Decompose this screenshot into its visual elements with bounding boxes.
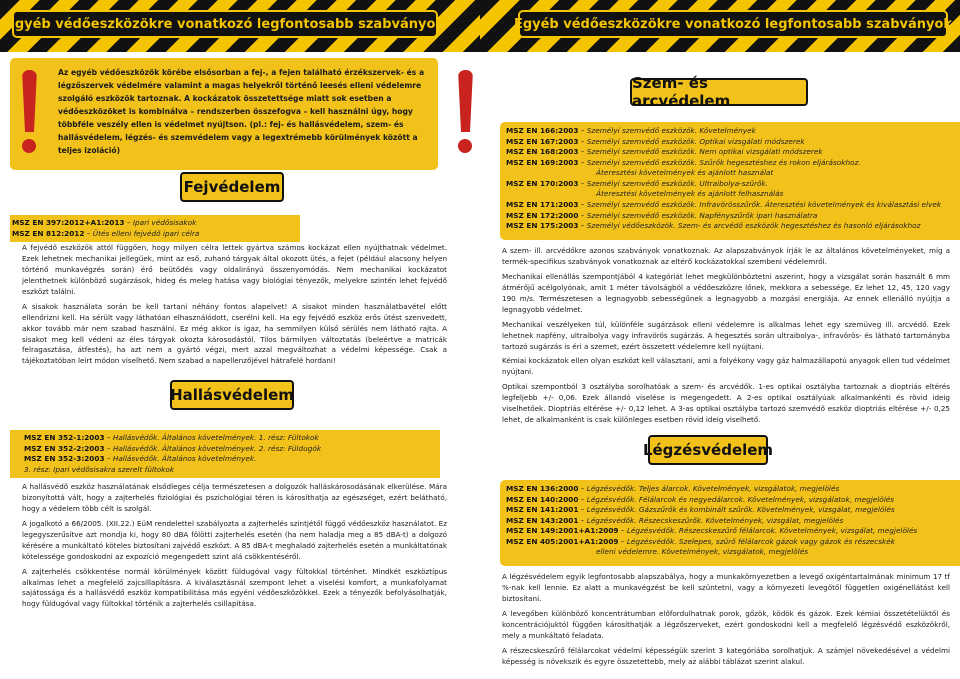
standard-code: MSZ EN 171:2003 xyxy=(506,200,579,210)
standard-line: MSZ EN 169:2003 – Személyi szemvédő eszközök. Szűrők hegesztéshez és rokon eljárásokhoz. xyxy=(506,157,861,167)
standard-description: Személyi szemvédő eszközök. Ultraibolya-szűrők. xyxy=(586,178,768,188)
standard-line: MSZ EN 172:2000 – Személyi szemvédő eszközök. Napfényszűrők ipari használatra xyxy=(506,210,818,220)
paragraph: A részecskeszűrő félálarcokat védelmi képességük szerint 3 kategóriába sorolhatjuk. A számjel növekedésével a védelmi képesség is növekszik és egyre összetettebb, mely az alábbi táblázat szerint alakul. xyxy=(502,645,950,666)
paragraph: A jogalkotó a 66/2005. (XII.22.) EüM rendelettel szabályozta a zajterhelés szintjétől függő védőeszköz használatot. Ez legegyszerűsítve azt mondja ki, hogy 80 dBA fölötti zajterhelés esetén (ha nem haladja meg a 85 dBA-t) a dolgozó kérésére a munkáltató köteles biztosítani zajvédő eszközt. A 85 dBA-t meghaladó zajterhelés esetén a munkáltatónak kötelessége gondoskodni az expozíció megengedett szint alá csökkentéséről. xyxy=(22,518,447,561)
standard-line xyxy=(24,465,426,476)
standard-line: MSZ EN 405:2001+A1:2009 – Légzésvédők. Szelepes, szűrő félálarcok gázok vagy gázok és részecskék xyxy=(506,536,895,546)
standard-line: MSZ EN 168:2003 – Személyi szemvédő eszközök. Nem optikai vizsgálati módszerek xyxy=(506,147,823,157)
standard-description: Személyi szemvédő eszközök. Infravörösszűrők. Áteresztési követelmények és kiválasztási elvek xyxy=(586,200,942,210)
standard-line: MSZ EN 171:2003 – Személyi szemvédő eszközök. Infravörösszűrők. Áteresztési követelmények és kiválasztási elvek xyxy=(506,200,942,210)
standard-description: Személyi szemvédő eszközök. Követelmények xyxy=(586,126,756,135)
standard-line xyxy=(506,189,956,200)
standard-code: MSZ EN 172:2000 xyxy=(506,210,579,220)
section-title-respiratory: Légzésvédelem xyxy=(648,435,768,465)
standard-description: Hallásvédők. Általános követelmények. 2. rész: Füldugók xyxy=(112,443,322,453)
section-title-eye: Szem- és arcvédelem xyxy=(630,78,808,106)
standard-code: MSZ EN 352-1:2003 xyxy=(24,433,105,442)
standard-description: Légzésvédők. Szelepes, szűrő félálarcok gázok vagy gázok és részecskék xyxy=(626,536,895,546)
paragraph: A légzésvédelem egyik legfontosabb alapszabálya, hogy a munkakörnyezetben a levegő oxigéntartalmának minimum 17 tf %-nak kell lennie. Ez alatt a munkavégzést be kell szüntetni, vagy a környezeti levegőtől független oxigénellátást kell biztosítani. xyxy=(502,572,950,603)
paragraph: Optikai szempontból 3 osztályba sorolhatóak a szem- és arcvédők. 1-es optikai osztályba tartoznak a dioptriás eltérés legfeljebb +/- 0,06. Ezek állandó viselése is megengedett. A 2-es optikai osztályúak alkalmankénti és rövid ideig viselhetőek. Dioptriás eltérése +/- 0,12 lehet. A 3-as optikai osztályba tartozó szemvédő eszköz dioptriás eltérése +/- 0,25 lehet, de alkalmanként is csak különleges esetben rövid ideig viselhető. xyxy=(502,382,950,425)
standard-description: Személyi szemvédő eszközök. Nem optikai vizsgálati módszerek xyxy=(586,147,823,157)
standard-code: MSZ EN 175:2003 xyxy=(506,221,579,231)
standard-code: MSZ EN 169:2003 xyxy=(506,157,579,167)
section-title-hearing: Hallásvédelem xyxy=(170,380,294,410)
paragraph: Kémiai kockázatok ellen olyan eszközt kell választani, ami a folyékony vagy gáz halmazállapotú anyagok ellen tud védelmet nyújtani. xyxy=(502,356,950,377)
paragraph: A sisakok használata során be kell tartani néhány fontos alapelvet! A sisakot minden használatbavétel előtt ellenőrizni kell. Ha sérült vagy láthatóan elhasználódott, cserélni kell. Ha egy fejvédő eszköz erős ütést szenvedett, akkor tovább már nem szabad használni. Ez még akkor is igaz, ha semmilyen külső sérülés nem látható rajta. A sisakot meg kell védeni az éles tárgyak okozta károsodástól. Tilos bármilyen változtatás (beleértve a matricák felragasztása, átfestés), ha azt nem a gyártó végzi, mert azzal megváltozhat a védelmi képessége. Csak a tájékoztatóban leírt módon viselhető. Nem szabad a napellenzőjével hátrafelé hordani! xyxy=(22,301,447,366)
standard-line xyxy=(506,168,956,179)
standard-code: MSZ EN 136:2000 xyxy=(506,484,579,493)
standard-description: Légzésvédők. Részecskeszűrők. Követelmények, vizsgálat, megjelölés xyxy=(586,515,844,525)
paragraph: A levegőben különböző koncentrátumban előfordulhatnak porok, gőzök, ködök és gázok. Ezek kémiai összetételüktől és koncentrációjuktól függően károsíthatják a légzőszerveket, ezért gondoskodni kell a megfelelő légzésvédő eszközökről, mely a munkáltató feladata. xyxy=(502,608,950,640)
standard-code: MSZ EN 812:2012 xyxy=(12,228,85,238)
intro-warning-box xyxy=(10,58,438,170)
standard-code: MSZ EN 143:2001 xyxy=(506,515,579,525)
standard-description: Ipari védősisakok xyxy=(132,218,197,227)
eye-text xyxy=(502,246,950,430)
standard-line: MSZ EN 397:2012+A1:2013 – Ipari védősisakok xyxy=(12,218,197,227)
standard-line: MSZ EN 812:2012 – Ütés elleni fejvédő ipari célra xyxy=(12,228,200,238)
standard-line: MSZ EN 166:2003 – Személyi szemvédő eszközök. Követelmények xyxy=(506,126,756,135)
standard-code: MSZ EN 149:2001+A1:2009 xyxy=(506,526,619,536)
paragraph: Mechanikai veszélyeken túl, különféle sugárzások elleni védelemre is alkalmas lehet egy szemüveg ill. arcvédő. Ezek lehetnek napfény, ultraibolya vagy infravörös sugárzás. A hegesztés során ultraibolya-, infravörös- és látható tartományba tartozó sugárzás is éri a szemet, ezért összetett védelemre kell nyújtani. xyxy=(502,319,950,351)
standard-line: MSZ EN 170:2003 – Személyi szemvédő eszközök. Ultraibolya-szűrők. xyxy=(506,178,768,188)
standard-description: Személyi szemvédő eszközök. Szűrők hegesztéshez és rokon eljárásokhoz. xyxy=(586,157,861,167)
page-header: Egyéb védőeszközökre vonatkozó legfontosabb szabványok xyxy=(518,10,948,38)
standard-line: MSZ EN 136:2000 – Légzésvédők. Teljes álarcok. Követelmények, vizsgálatok, megjelölés xyxy=(506,484,840,493)
standard-description: Hallásvédők. Általános követelmények. xyxy=(112,454,257,464)
standard-description: 3. rész: Ipari védősisakra szerelt fültokok xyxy=(24,464,175,474)
standard-code: MSZ EN 170:2003 xyxy=(506,178,579,188)
standard-code: MSZ EN 168:2003 xyxy=(506,147,579,157)
intro-text: Az egyéb védőeszközök körébe elsősorban a fej-, a fejen található érzékszervek- és a légzőszervek védelmére valamint a magas helyekről történő leesés elleni védelemre szolgáló eszközök tartoznak. A kockázatok összetettsége miatt sok esetben a védőeszközöket is kombinálva – rendszerben összefogva – kell használni úgy, hogy többféle veszély ellen is védelmet nyújtson. (pl.: fej- és hallásvédelem, szem- és hallásvédelem, légzés- és szemvédelem vagy a legextrémebb körülmények között a teljes izoláció) xyxy=(58,68,425,156)
standard-code: MSZ EN 166:2003 xyxy=(506,126,579,135)
standard-description: Áteresztési követelmények és ajánlott használat xyxy=(596,168,774,178)
standard-line: MSZ EN 140:2000 – Légzésvédők. Félálarcok és negyedálarcok. Követelmények, vizsgálatok, megjelölés xyxy=(506,494,895,504)
standard-description: Légzésvédők. Gázszűrők és kombinált szűrők. Követelmények, vizsgálat, megjelölés xyxy=(586,505,895,515)
exclamation-icon xyxy=(6,70,52,170)
standard-line: MSZ EN 141:2001 – Légzésvédők. Gázszűrők és kombinált szűrők. Követelmények, vizsgálat, megjelölés xyxy=(506,505,895,515)
standard-line: MSZ EN 149:2001+A1:2009 – Légzésvédők. Részecskeszűrő félálarcok. Követelmények, vizsgálat, megjelölés xyxy=(506,526,918,536)
right-page xyxy=(480,0,960,679)
standard-line xyxy=(506,547,956,558)
standard-description: Hallásvédők. Általános követelmények. 1. rész: Fültokok xyxy=(112,433,319,442)
standard-line: MSZ EN 175:2003 – Személyi védőeszközök. Szem- és arcvédő eszközök hegesztéshez és hasonló eljárásokhoz xyxy=(506,221,921,231)
hearing-text xyxy=(22,482,447,614)
standard-line: MSZ EN 352-3:2003 – Hallásvédők. Általános követelmények. xyxy=(24,454,257,464)
standard-description: Légzésvédők. Részecskeszűrő félálarcok. Követelmények, vizsgálat, megjelölés xyxy=(626,526,918,536)
standard-description: Személyi szemvédő eszközök. Optikai vizsgálati módszerek xyxy=(586,136,805,146)
standard-description: Légzésvédők. Félálarcok és negyedálarcok. Követelmények, vizsgálatok, megjelölés xyxy=(586,494,895,504)
standard-description: Légzésvédők. Teljes álarcok. Követelmények, vizsgálatok, megjelölés xyxy=(586,484,840,493)
section-title-head: Fejvédelem xyxy=(180,172,284,202)
standard-code: MSZ EN 140:2000 xyxy=(506,494,579,504)
standard-line: MSZ EN 352-1:2003 – Hallásvédők. Általános követelmények. 1. rész: Fültokok xyxy=(24,433,319,442)
standard-code: MSZ EN 352-3:2003 xyxy=(24,454,105,464)
respiratory-text xyxy=(502,572,950,672)
paragraph: A hallásvédő eszköz használatának elsődleges célja természetesen a dolgozók halláskárosodásának elkerülése. Mára bizonyítottá vált, hogy a zajterhelés fiziológiai és pszichológiai téren is károsíthatja az egészséget, ezért belátható, hogy a védelem több célt is szolgál. xyxy=(22,482,447,513)
standard-description: Személyi szemvédő eszközök. Napfényszűrők ipari használatra xyxy=(586,210,818,220)
page-header: Egyéb védőeszközökre vonatkozó legfontosabb szabványok xyxy=(12,10,438,38)
paragraph: A fejvédő eszközök attól függően, hogy milyen célra lettek gyártva számos kockázat ellen nyújthatnak védelmet. Ezek lehetnek mechanikai jellegűek, mint az eső, zuhanó tárgyak által okozott ütés, a fejet (például alacsony helyen történő munkavégzés során) érő beütődés vagy oldalirányú összenyomódás. Nem mechanikai kockázatot jelenthetnek különböző sugárzások, hideg és meleg hatása vagy biológiai tényezők, melyekre szintén lehet fejvédő eszközt találni. xyxy=(22,243,447,296)
paragraph: A szem- ill. arcvédőkre azonos szabványok vonatkoznak. Az alapszabványok írják le az általános követelményeket, míg a termék-specifikus szabványok vonatkoznak az eltérő kockázatokkal szembeni védelemről. xyxy=(502,246,950,266)
standard-line: MSZ EN 143:2001 – Légzésvédők. Részecskeszűrők. Követelmények, vizsgálat, megjelölés xyxy=(506,515,844,525)
standard-code: MSZ EN 405:2001+A1:2009 xyxy=(506,536,619,546)
standard-code: MSZ EN 397:2012+A1:2013 xyxy=(12,218,125,227)
standard-line: MSZ EN 167:2003 – Személyi szemvédő eszközök. Optikai vizsgálati módszerek xyxy=(506,136,805,146)
exclamation-icon-right xyxy=(442,70,488,170)
standard-code: MSZ EN 167:2003 xyxy=(506,136,579,146)
head-standards-list xyxy=(10,215,300,242)
hearing-standards-list xyxy=(10,430,440,478)
paragraph: Mechanikai ellenállás szempontjából 4 kategóriát lehet megkülönböztetni aszerint, hogy a vizsgálat során használt 6 mm átmérőjű acélgolyónak, amit 1 méter távolságból a védőeszközre lőnek, mekkora a sebessége. Ez lehet 12, 45, 120 vagy 190 m/s. Természetesen a legnagyobb sebességűnek a legnagyobb a mozgási energiája. Az ennek ellenálló nyújtja a legnagyobb védelmet. xyxy=(502,271,950,314)
standard-description: Áteresztési követelmények és ajánlott felhasználás xyxy=(596,189,784,199)
respiratory-standards-list xyxy=(500,480,960,566)
standard-description: Ütés elleni fejvédő ipari célra xyxy=(92,228,200,238)
head-text xyxy=(22,243,447,371)
standard-code: MSZ EN 141:2001 xyxy=(506,505,579,515)
standard-line: MSZ EN 352-2:2003 – Hallásvédők. Általános követelmények. 2. rész: Füldugók xyxy=(24,443,322,453)
paragraph: A zajterhelés csökkentése normál körülmények között füldugóval vagy fültokkal történhet. Mindkét eszköztípus alkalmas lehet a megfelelő zajcsillapításra. A kiválasztásnál szempont lehet a viselési komfort, a munkafolyamat sajátossága és a hallásvédő eszköz kompatibilitása más egyéni védőeszközökkel. Ezek a tényezők befolyásolhatják, hogy füldugóval vagy fültokkal történik a zajterhelés csillapítása. xyxy=(22,566,447,609)
standard-description: elleni védelemre. Követelmények, vizsgálatok, megjelölés xyxy=(596,547,809,557)
standard-code: MSZ EN 352-2:2003 xyxy=(24,443,105,453)
standard-description: Személyi védőeszközök. Szem- és arcvédő eszközök hegesztéshez és hasonló eljárásokhoz xyxy=(586,221,921,231)
eye-standards-list xyxy=(500,122,960,240)
